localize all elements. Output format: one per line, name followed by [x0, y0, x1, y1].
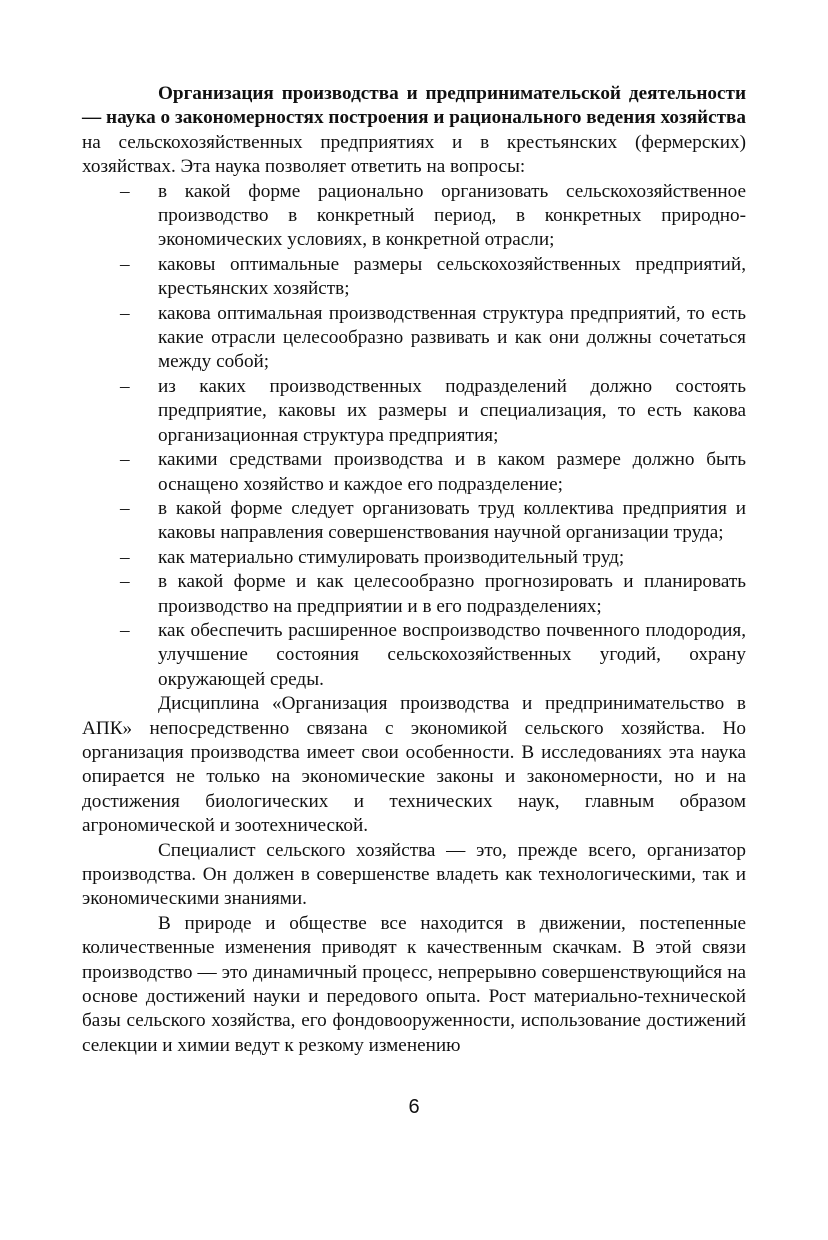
bullet-dash: – — [120, 302, 130, 324]
list-item — [82, 375, 746, 448]
bullet-dash: – — [120, 253, 130, 275]
list-item — [82, 546, 746, 570]
list-item — [82, 497, 746, 546]
discipline-paragraph: Дисциплина «Организация производства и предпринимательство в АПК» непосредственно связана с экономикой сельского хозяйства. Но организация производства имеет свои особенности. В исследованиях эта наука опирается не только на экономические законы и закономерности, но и на достижения биологических и технических наук, главным образом агрономической и зоотехнической. — [82, 693, 746, 837]
bullet-dash: – — [120, 497, 130, 519]
bullet-dash: – — [120, 619, 130, 641]
list-item — [82, 180, 746, 253]
list-item — [82, 302, 746, 375]
list-item-text: как материально стимулировать производительный труд; — [158, 546, 625, 568]
questions-list — [82, 180, 746, 693]
bullet-dash: – — [120, 180, 130, 202]
specialist-paragraph: Специалист сельского хозяйства — это, прежде всего, организатор производства. Он должен в совершенстве владеть как технологическими, так и экономическими знаниями. — [82, 839, 746, 910]
list-item — [82, 253, 746, 302]
list-item — [82, 570, 746, 619]
bullet-dash: – — [120, 571, 130, 593]
intro-definition-bold: Организация производства и предпринимательской деятельности — наука о закономерностях построения и рационального ведения хозяйства — [82, 83, 746, 129]
intro-paragraph — [82, 82, 746, 180]
list-item-text: из каких производственных подразделений должно состоять предприятие, каковы их размеры и специализация, то есть какова организационная структура предприятия; — [158, 375, 746, 446]
list-item-text: в какой форме рационально организовать сельскохозяйственное производство в конкретный период, в конкретных природно-экономических условиях, в конкретной отрасли; — [158, 180, 746, 251]
list-item-text: каковы оптимальные размеры сельскохозяйственных предприятий, крестьянских хозяйств; — [158, 253, 746, 300]
dynamics-paragraph: В природе и обществе все находится в движении, постепенные количественные изменения приводят к качественным скачкам. В этой связи производство — это динамичный процесс, непрерывно совершенствующийся на основе достижений науки и передового опыта. Рост материально-технической базы сельского хозяйства, его фондовооруженности, использование достижений селекции и химии ведут к резкому изменению — [82, 912, 746, 1056]
list-item — [82, 619, 746, 692]
list-item-text: в какой форме и как целесообразно прогнозировать и планировать производство на предприятии и в его подразделениях; — [158, 571, 746, 617]
page-number: 6 — [408, 1096, 420, 1118]
list-item-text: как обеспечить расширенное воспроизводство почвенного плодородия, улучшение состояния сельскохозяйственных угодий, охрану окружающей среды. — [158, 619, 746, 690]
bullet-dash: – — [120, 546, 130, 568]
bullet-dash: – — [120, 449, 130, 471]
list-item-text: какова оптимальная производственная структура предприятий, то есть какие отрасли целесообразно развивать и как они должны сочетаться между собой; — [158, 302, 746, 373]
list-item-text: какими средствами производства и в каком размере должно быть оснащено хозяйство и каждое его подразделение; — [158, 449, 746, 495]
page-body — [82, 82, 746, 1058]
intro-definition-rest: на сельскохозяйственных предприятиях и в крестьянских (фермерских) хозяйствах. Эта наука позволяет ответить на вопросы: — [82, 131, 746, 178]
bullet-dash: – — [120, 375, 130, 397]
list-item-text: в какой форме следует организовать труд коллектива предприятия и каковы направления совершенствования научной организации труда; — [158, 497, 746, 544]
list-item — [82, 448, 746, 497]
